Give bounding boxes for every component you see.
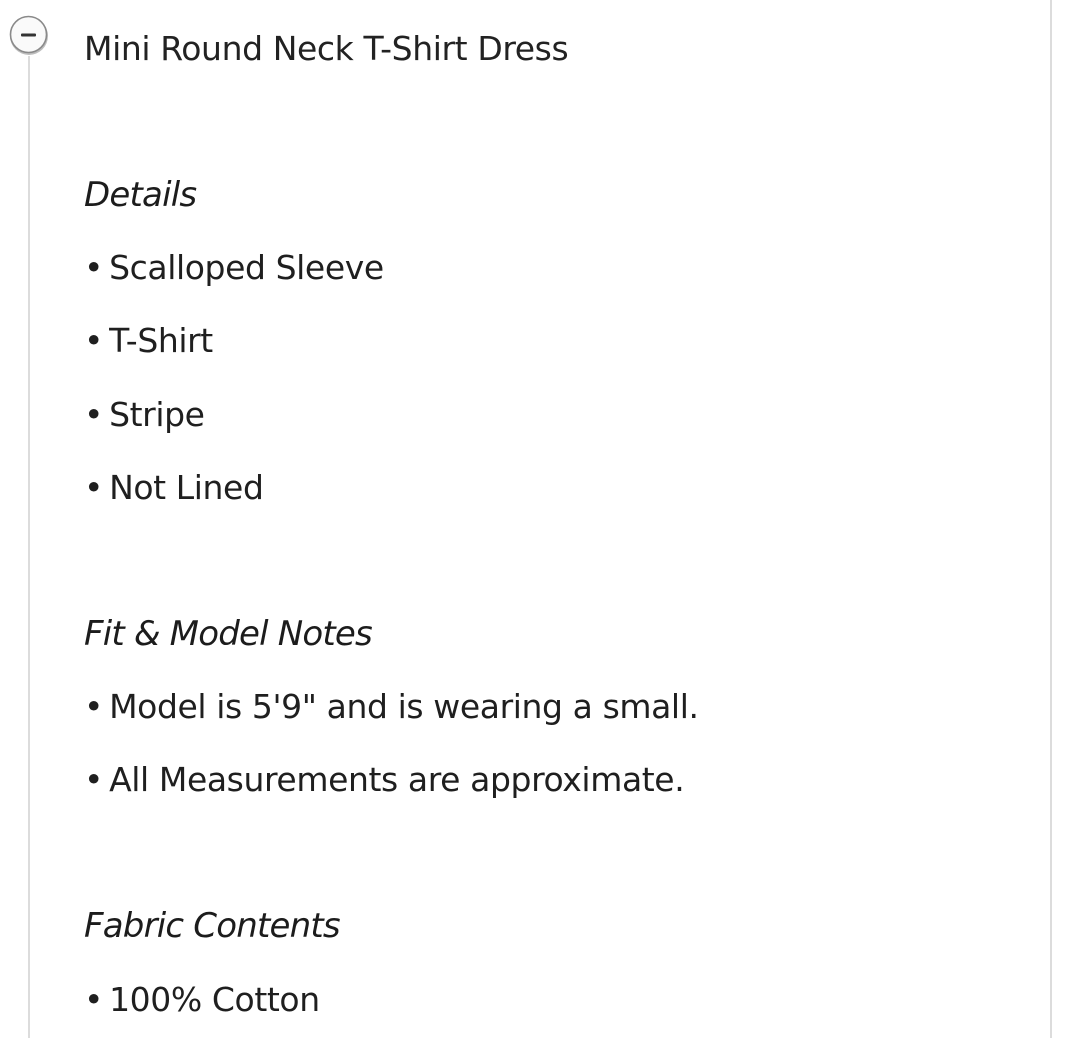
- fit-notes-item: [84, 684, 699, 730]
- bullet-dot: •: [84, 980, 104, 1019]
- fit-notes-item: [84, 757, 684, 803]
- fabric-contents-heading: Fabric Contents: [84, 906, 340, 946]
- right-border-rule: [1050, 0, 1052, 1038]
- details-item-text: Not Lined: [109, 468, 264, 507]
- details-heading: Details: [84, 175, 197, 215]
- details-item-text: T-Shirt: [109, 321, 213, 360]
- details-item-text: Scalloped Sleeve: [109, 248, 384, 287]
- details-item-text: Stripe: [109, 395, 205, 434]
- details-item: [84, 245, 384, 291]
- bullet-dot: •: [84, 321, 104, 360]
- bullet-dot: •: [84, 760, 104, 799]
- bullet-dot: •: [84, 687, 104, 726]
- fit-notes-heading: Fit & Model Notes: [84, 614, 372, 654]
- product-title: Mini Round Neck T-Shirt Dress: [84, 29, 569, 68]
- details-item: [84, 318, 213, 364]
- collapse-toggle-button[interactable]: [7, 13, 51, 57]
- fabric-contents-item: [84, 977, 320, 1023]
- fit-notes-item-text: Model is 5'9" and is wearing a small.: [109, 687, 699, 726]
- bullet-dot: •: [84, 248, 104, 287]
- details-item: [84, 392, 205, 438]
- left-border-rule: [28, 56, 30, 1038]
- minus-circle-icon: [7, 13, 51, 57]
- details-item: [84, 465, 264, 511]
- bullet-dot: •: [84, 395, 104, 434]
- fabric-contents-item-text: 100% Cotton: [109, 980, 320, 1019]
- fit-notes-item-text: All Measurements are approximate.: [109, 760, 685, 799]
- bullet-dot: •: [84, 468, 104, 507]
